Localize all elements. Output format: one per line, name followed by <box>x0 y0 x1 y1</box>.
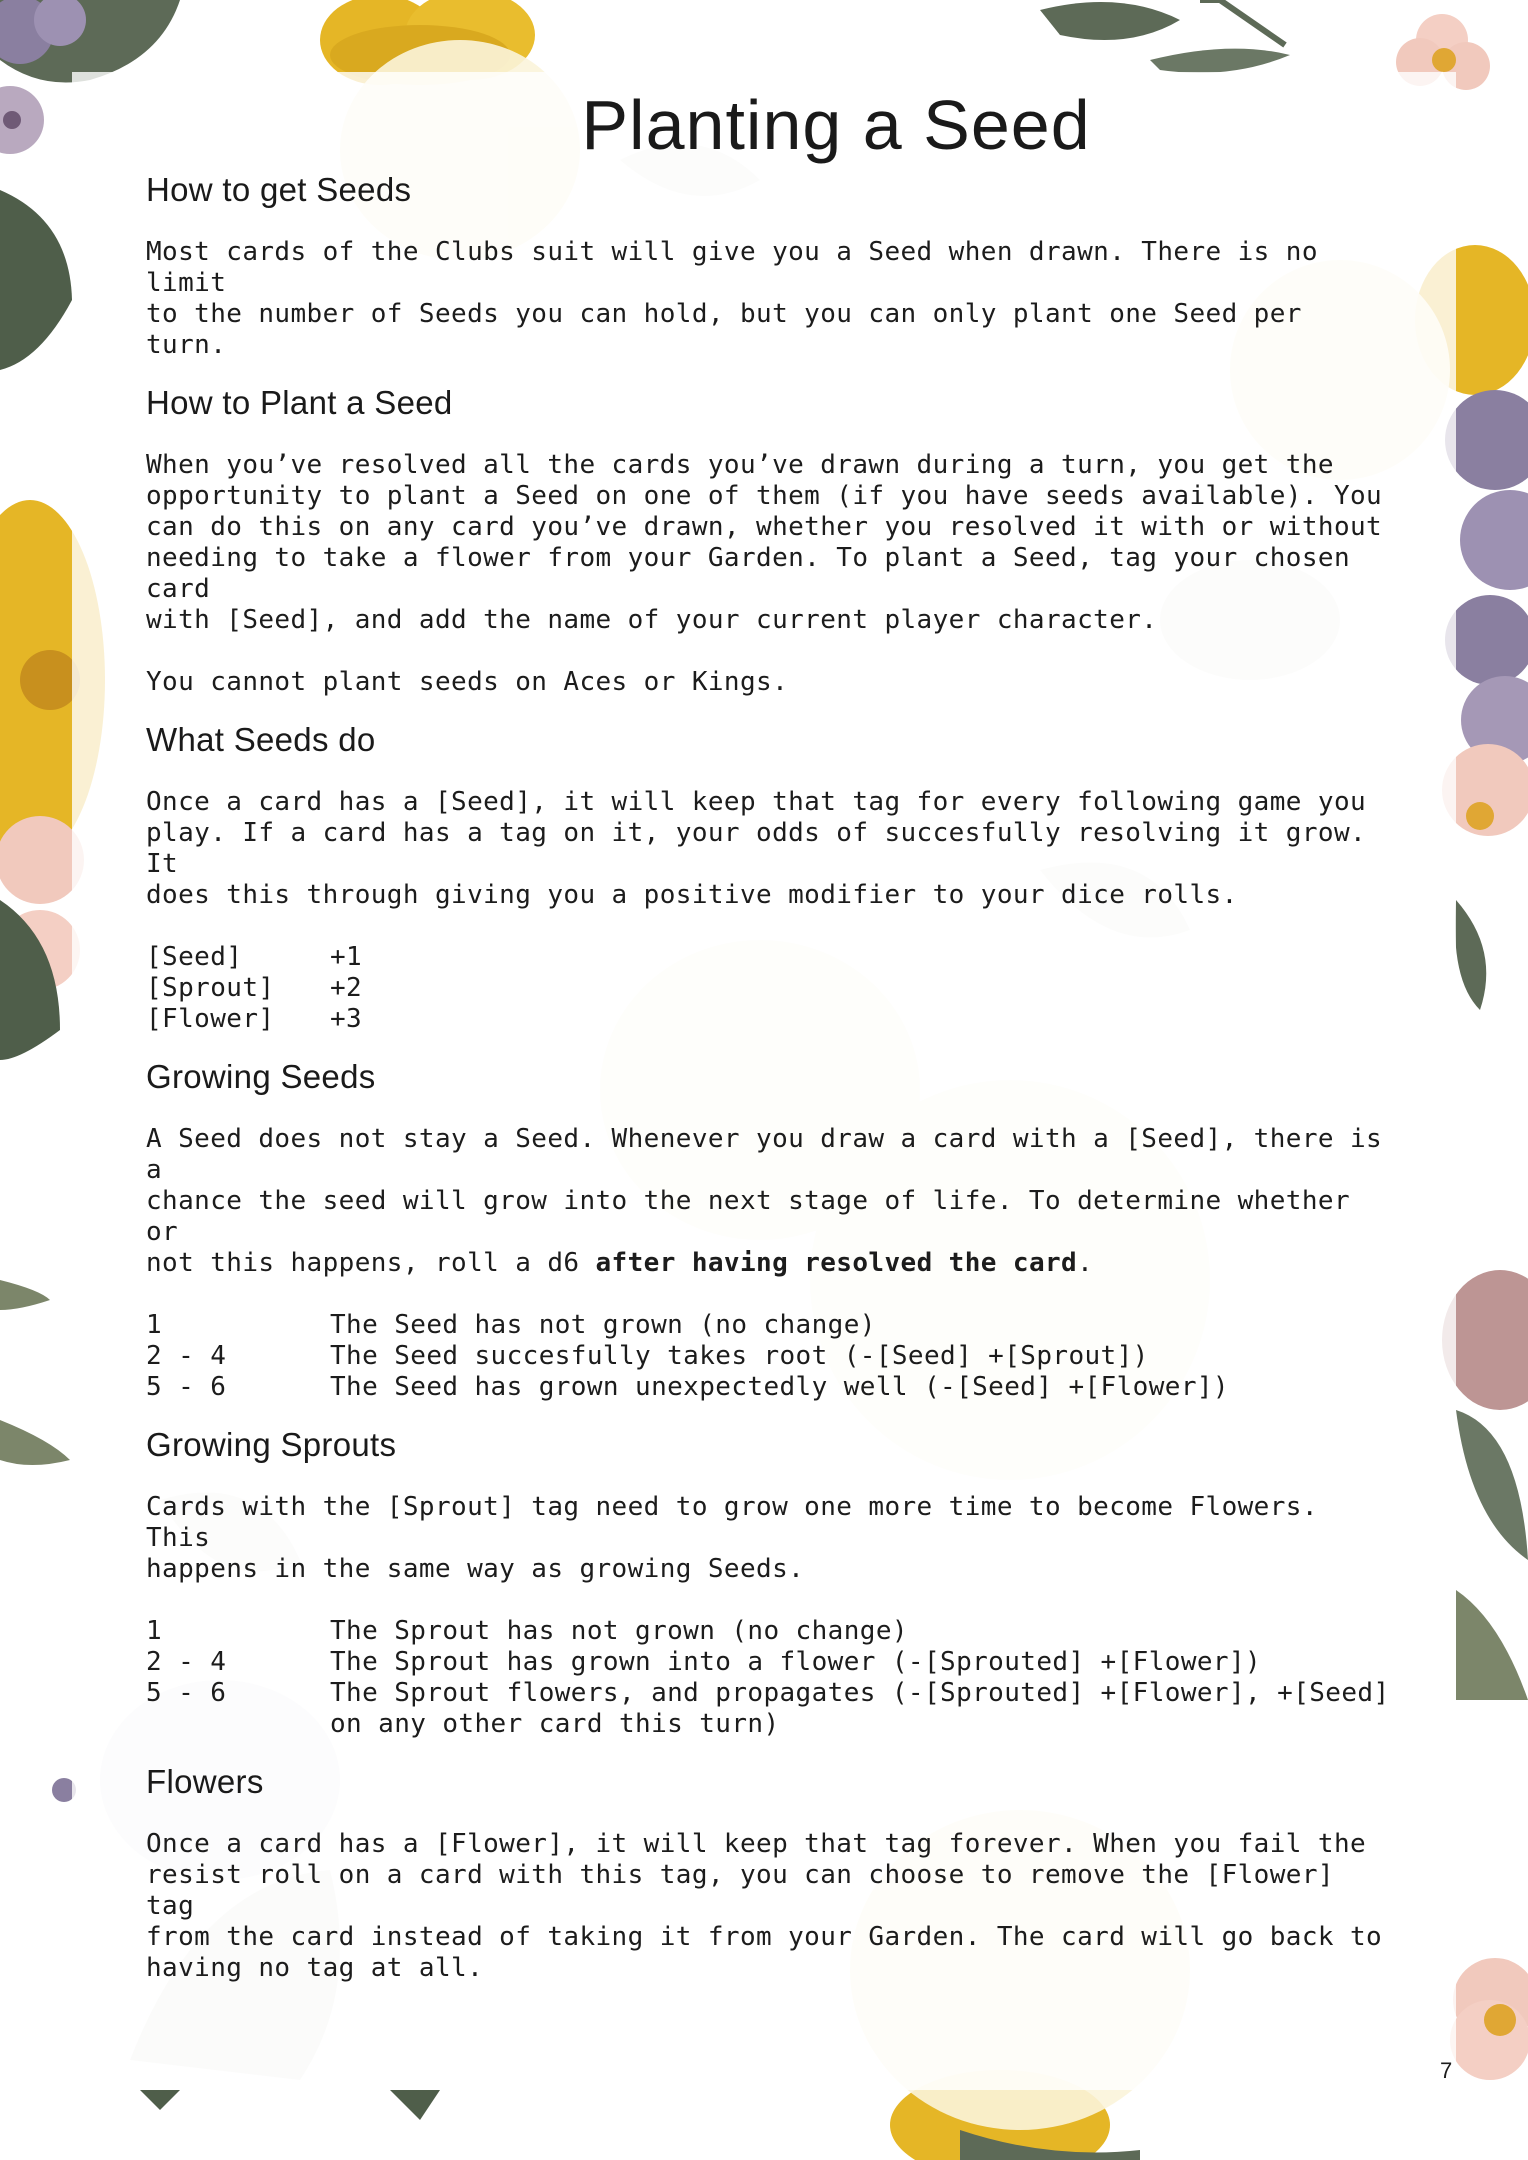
modifier-value: +3 <box>330 1004 363 1034</box>
leaf-left-middle <box>0 1280 70 1465</box>
growing-seeds-body <box>146 1124 1396 1279</box>
roll-result: The Sprout has not grown (no change) <box>330 1616 908 1646</box>
growing-seeds-body-bold: after having resolved the card <box>595 1248 1078 1278</box>
flowers-body: Once a card has a [Flower], it will keep that tag forever. When you fail the resist roll on a card with this tag, you can choose to remove the [Flower] tag from the card instead of taking it from your Garden. The card will go back to having no tag at all. <box>146 1829 1383 1983</box>
roll-value: 2 - 4 <box>146 1341 227 1371</box>
heading-growing-sprouts: Growing Sprouts <box>146 1426 397 1463</box>
roll-value: 1 <box>146 1616 163 1646</box>
modifier-tag: [Seed] <box>146 942 243 972</box>
modifier-row <box>146 942 1396 973</box>
modifier-value: +2 <box>330 973 363 1003</box>
modifier-row <box>146 973 1396 1004</box>
roll-row <box>146 1647 1396 1678</box>
seed-roll-table <box>146 1310 1396 1403</box>
plant-seed-body: When you’ve resolved all the cards you’ve drawn during a turn, you get the opportunity to plant a Seed on one of them (if you have seeds available). You can do this on any card you’ve drawn, whether you resolved it with or without needing to take a flower from your Garden. To plant a Seed, tag your chosen card with [Seed], and add the name of your current player character. <box>146 450 1383 635</box>
modifier-row <box>146 1004 1396 1035</box>
growing-sprouts-body: Cards with the [Sprout] tag need to grow one more time to become Flowers. This happens in the same way as growing Seeds. <box>146 1492 1318 1584</box>
modifier-table <box>146 942 1396 1035</box>
roll-value: 5 - 6 <box>146 1678 227 1708</box>
roll-value: 1 <box>146 1310 163 1340</box>
roll-result: The Sprout has grown into a flower (-[Sprouted] +[Flower]) <box>330 1647 1262 1677</box>
sprout-roll-table <box>146 1616 1396 1740</box>
heading-flowers: Flowers <box>146 1763 264 1800</box>
roll-row <box>146 1341 1396 1372</box>
pink-flower-bottom-right <box>1450 1958 1528 2080</box>
roll-row <box>146 1678 1396 1740</box>
roll-result: The Sprout flowers, and propagates (-[Sprouted] +[Flower], +[Seed] on any other card this turn) <box>330 1678 1390 1739</box>
growing-seeds-body-start: A Seed does not stay a Seed. Whenever you draw a card with a [Seed], there is a chance the seed will grow into the next stage of life. To determine whether or not this happens, roll a d6 <box>146 1124 1383 1278</box>
heading-how-to-get-seeds: How to get Seeds <box>146 171 412 208</box>
page-title: Planting a Seed <box>581 86 1091 164</box>
growing-seeds-body-end: . <box>1077 1248 1094 1278</box>
page-content <box>146 80 1396 1984</box>
roll-row <box>146 1616 1396 1647</box>
roll-result: The Seed succesfully takes root (-[Seed] +[Sprout]) <box>330 1341 1149 1371</box>
roll-result: The Seed has not grown (no change) <box>330 1310 876 1340</box>
heading-what-seeds-do: What Seeds do <box>146 721 376 758</box>
what-seeds-do-body: Once a card has a [Seed], it will keep that tag for every following game you play. If a card has a tag on it, your odds of succesfully resolving it grow. It does this through giving you a positive modifier to your dice rolls. <box>146 787 1367 910</box>
modifier-tag: [Sprout] <box>146 973 275 1003</box>
roll-value: 2 - 4 <box>146 1647 227 1677</box>
modifier-tag: [Flower] <box>146 1004 275 1034</box>
modifier-value: +1 <box>330 942 363 972</box>
roll-value: 5 - 6 <box>146 1372 227 1402</box>
roll-result: The Seed has grown unexpectedly well (-[Seed] +[Flower]) <box>330 1372 1229 1402</box>
plant-seed-note: You cannot plant seeds on Aces or Kings. <box>146 667 789 697</box>
heading-growing-seeds: Growing Seeds <box>146 1058 376 1095</box>
get-seeds-body: Most cards of the Clubs suit will give you a Seed when drawn. There is no limit to the number of Seeds you can hold, but you can only plant one Seed per turn. <box>146 237 1318 360</box>
roll-row <box>146 1310 1396 1341</box>
purple-flower-right <box>1445 390 1528 764</box>
roll-row <box>146 1372 1396 1403</box>
leaves-top-right <box>1040 0 1290 73</box>
page-number: 7 <box>1440 2058 1453 2083</box>
heading-how-to-plant-a-seed: How to Plant a Seed <box>146 384 453 421</box>
